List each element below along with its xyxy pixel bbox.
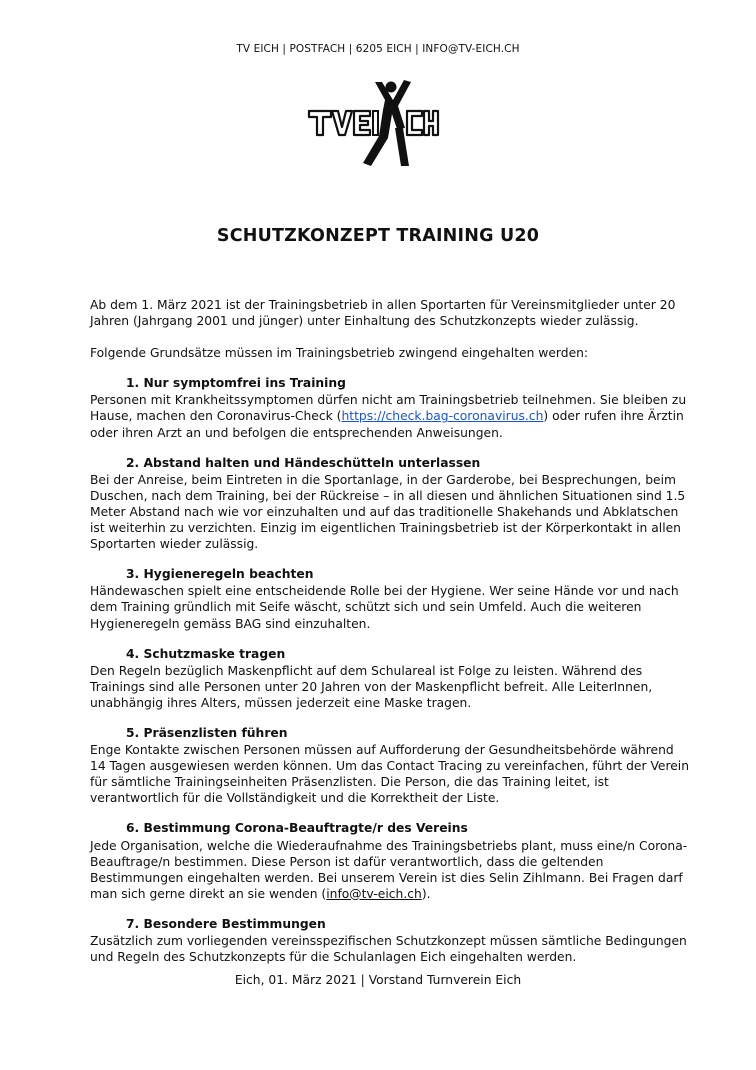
section-heading: 7. Besondere Bestimmungen (126, 916, 326, 931)
header-contact-line: TV EICH | POSTFACH | 6205 EICH | INFO@TV-EICH.CH (236, 43, 520, 55)
section-hygiene (90, 566, 690, 631)
section-text: Zusätzlich zum vorliegenden vereinsspezifischen Schutzkonzept müssen sämtliche Bedingungen und Regeln des Schutzkonzepts für die Schulanlagen Eich eingehalten werden. (90, 934, 687, 965)
section-text-part: Personen mit Krankheitssymptomen dürfen nicht am Trainingsbetrieb teilnehmen. Sie bleiben zu Hause, machen den Coronavirus-Check ( (90, 393, 687, 424)
section-text-part: ) oder rufen ihre Ärztin oder ihren Arzt an und befolgen die entsprechenden Anweisungen. (90, 409, 684, 440)
intro-paragraph: Ab dem 1. März 2021 ist der Trainingsbetrieb in allen Sportarten für Vereinsmitglieder unter 20 Jahren (Jahrgang 2001 und jünger) unter Einhaltung des Schutzkonzepts wieder zulässig. (90, 298, 676, 329)
section-corona-beauftragte (90, 820, 690, 901)
section-heading: 3. Hygieneregeln beachten (126, 567, 314, 582)
section-heading: 1. Nur symptomfrei ins Training (126, 376, 346, 391)
lead-paragraph: Folgende Grundsätze müssen im Trainingsbetrieb zwingend eingehalten werden: (90, 346, 589, 361)
section-text-part: ). (421, 886, 431, 901)
section-besondere-bestimmungen (90, 916, 690, 965)
coronavirus-check-link[interactable]: https://check.bag-coronavirus.ch (341, 409, 544, 424)
tv-eich-logo (305, 78, 440, 168)
section-text (90, 838, 690, 902)
section-text (90, 392, 690, 440)
section-heading: 5. Präsenzlisten führen (126, 725, 288, 740)
section-symptomfrei (90, 375, 690, 440)
section-text: Bei der Anreise, beim Eintreten in die Sportanlage, in der Garderobe, bei Besprechungen, beim Duschen, nach dem Training, bei der Rückreise – in all diesen und ähnlichen Situationen sind 1.5 Meter Abstand nach wie vor einzuhalten und auf das traditionelle Shakehands und Abklatschen ist weiterhin zu verzichten. Einzig im eigentlichen Trainingsbetrieb ist der Körperkontakt in allen Sportarten wieder zulässig. (90, 472, 686, 552)
section-text: Enge Kontakte zwischen Personen müssen auf Aufforderung der Gesundheitsbehörde während 14 Tagen ausgewiesen werden können. Um das Contact Tracing zu vereinfachen, führt der Verein für sämtliche Trainingseinheiten Präsenzlisten. Die Person, die das Training leitet, ist verantwortlich für die Vollständigkeit und die Korrektheit der Liste. (90, 743, 690, 806)
section-text-part: Jede Organisation, welche die Wiederaufnahme des Trainingsbetriebs plant, muss eine/n Corona-Beauftrage/n bestimmen. Diese Person ist dafür verantwortlich, dass die geltenden Bestimmungen eingehalten werden. Bei unserem Verein ist dies Selin Zihlmann. Bei Fragen darf man sich gerne direkt an sie wenden ( (90, 838, 688, 901)
footer-signature: Eich, 01. März 2021 | Vorstand Turnverein Eich (234, 973, 522, 987)
section-abstand (90, 455, 690, 553)
document-title: SCHUTZKONZEPT TRAINING U20 (216, 226, 540, 246)
section-text: Den Regeln bezüglich Maskenpflicht auf dem Schulareal ist Folge zu leisten. Während des Trainings sind alle Personen unter 20 Jahren von der Maskenpflicht befreit. Alle LeiterInnen, unabhängig ihres Alters, müssen jederzeit eine Maske tragen. (90, 663, 653, 710)
email-link[interactable]: info@tv-eich.ch (326, 886, 422, 901)
document-body (90, 297, 690, 979)
section-heading: 2. Abstand halten und Händeschütteln unterlassen (126, 455, 481, 470)
section-heading: 6. Bestimmung Corona-Beauftragte/r des Vereins (126, 821, 468, 836)
section-schutzmaske (90, 646, 690, 711)
section-text: Händewaschen spielt eine entscheidende Rolle bei der Hygiene. Wer seine Hände vor und nach dem Training gründlich mit Seife wäscht, schützt sich und sein Umfeld. Auch die weiteren Hygieneregeln gemäss BAG sind einzuhalten. (90, 584, 679, 631)
section-praesenzlisten (90, 725, 690, 806)
section-heading: 4. Schutzmaske tragen (126, 646, 286, 661)
